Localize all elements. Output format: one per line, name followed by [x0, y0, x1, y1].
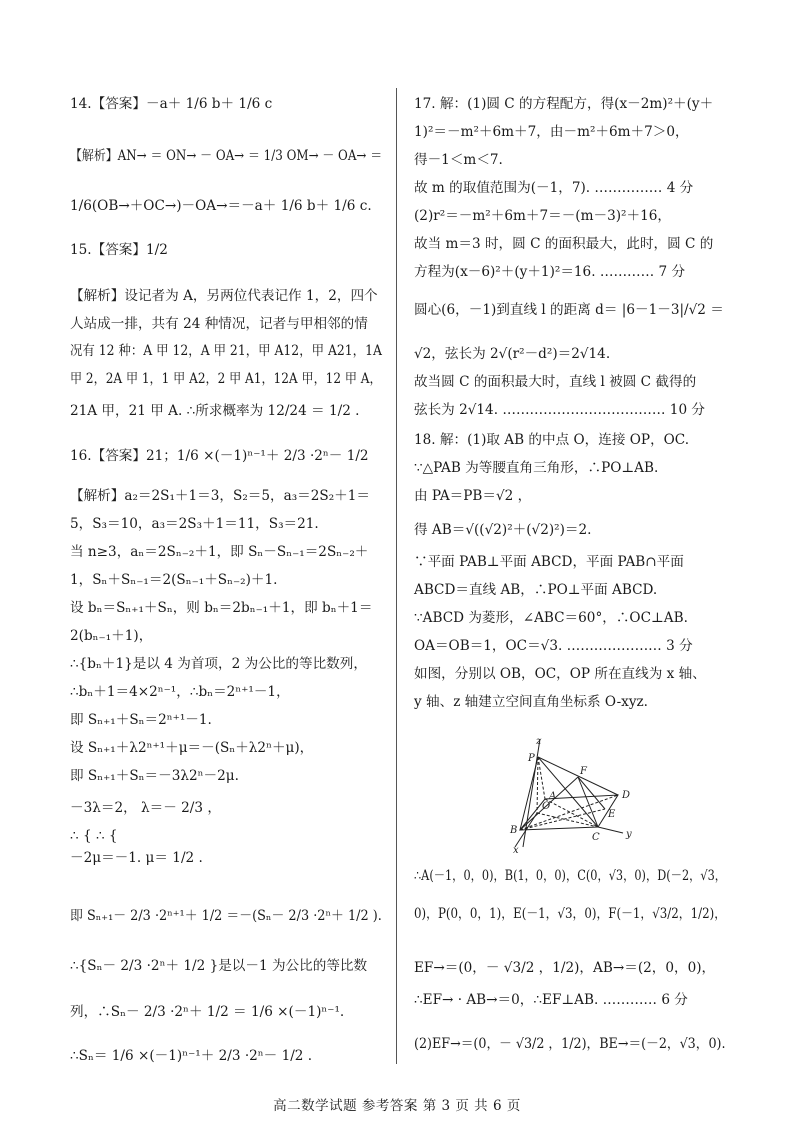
text-line: ∴bₙ＋1＝4×2ⁿ⁻¹，∴bₙ＝2ⁿ⁺¹－1， — [70, 684, 290, 700]
text-line: 14.【答案】－a＋ 1/6 b＋ 1/6 c — [70, 96, 273, 112]
label-C: C — [592, 832, 600, 843]
text-line: 即 Sₙ₊₁＋Sₙ＝－3λ2ⁿ－2μ. — [70, 768, 239, 784]
text-line: 设 bₙ＝Sₙ₊₁＋Sₙ，则 bₙ＝2bₙ₋₁＋1，即 bₙ＋1＝ — [70, 600, 373, 616]
text-line: 故当 m＝3 时，圆 C 的面积最大，此时，圆 C 的 — [414, 236, 714, 252]
text-line: 弦长为 2√14. ……………………………… 10 分 — [414, 402, 706, 418]
text-line: ∴{Sₙ－ 2/3 ·2ⁿ＋ 1/2 }是以－1 为公比的等比数 — [70, 958, 368, 974]
text-line: ∴Sₙ＝ 1/6 ×(－1)ⁿ⁻¹＋ 2/3 ·2ⁿ－ 1/2 . — [70, 1048, 313, 1064]
text-line: OA＝OB＝1，OC＝√3. ………………… 3 分 — [414, 638, 693, 654]
text-line: ∵△PAB 为等腰直角三角形，∴PO⊥AB. — [414, 460, 659, 476]
text-line: ABCD＝直线 AB，∴PO⊥平面 ABCD. — [414, 582, 658, 598]
label-E: E — [608, 809, 616, 820]
y-axis — [598, 827, 623, 833]
text-line: 圆心(6，－1)到直线 l 的距离 d＝ |6－1－3|/√2 ＝ — [414, 302, 724, 318]
text-line: 由 PA＝PB＝√2 ， — [414, 488, 532, 504]
text-line: ∴EF→ · AB→＝0，∴EF⊥AB. ………… 6 分 — [414, 992, 688, 1008]
text-line: 设 Sₙ₊₁＋λ2ⁿ⁺¹＋μ＝－(Sₙ＋λ2ⁿ＋μ)， — [70, 740, 314, 756]
pyramid-figure — [500, 735, 650, 855]
text-line: 如图，分别以 OB，OC，OP 所在直线为 x 轴、 — [414, 666, 706, 682]
text-line: 【解析】设记者为 A，另两位代表记作 1，2，四个 — [70, 288, 378, 304]
text-line: y 轴、z 轴建立空间直角坐标系 O-xyz. — [414, 694, 648, 710]
text-line: ∴ { ∴ { — [70, 828, 118, 844]
text-line: ∴{bₙ＋1}是以 4 为首项，2 为公比的等比数列， — [70, 656, 367, 672]
column-divider — [396, 88, 397, 1064]
text-line: 【解析】a₂＝2S₁＋1＝3，S₂＝5，a₃＝2S₂＋1＝ — [70, 488, 371, 504]
text-line: 况有 12 种：A 甲 12，A 甲 21，甲 A12，甲 A21，1A — [70, 343, 382, 359]
text-line: (2)EF→＝(0，－ √3/2 ，1/2)，BE→＝(－2，√3，0). — [414, 1036, 726, 1052]
label-y: y — [626, 829, 632, 840]
text-line: 当 n≥3，aₙ＝2Sₙ₋₂＋1，即 Sₙ－Sₙ₋₁＝2Sₙ₋₂＋ — [70, 544, 369, 560]
text-line: 【解析】AN→ ＝ ON→ － OA→ ＝ 1/3 OM→ － OA→ ＝ — [70, 148, 383, 164]
page-footer: 高二数学试题 参考答案 第 3 页 共 6 页 — [273, 1098, 521, 1114]
text-line: 故 m 的取值范围为(－1，7). …………… 4 分 — [414, 180, 694, 196]
text-line: 列，∴Sₙ－ 2/3 ·2ⁿ＋ 1/2 ＝ 1/6 ×(－1)ⁿ⁻¹. — [70, 1004, 345, 1020]
text-line: 即 Sₙ₊₁－ 2/3 ·2ⁿ⁺¹＋ 1/2 ＝－(Sₙ－ 2/3 ·2ⁿ＋ 1/2 ). — [70, 908, 382, 924]
text-line: 1，Sₙ＋Sₙ₋₁＝2(Sₙ₋₁＋Sₙ₋₂)＋1. — [70, 572, 278, 588]
label-D: D — [622, 790, 631, 801]
text-line: 18. 解：(1)取 AB 的中点 O，连接 OP，OC. — [414, 432, 690, 448]
text-line: 故当圆 C 的面积最大时，直线 l 被圆 C 截得的 — [414, 374, 697, 390]
text-line: 1/6(OB→＋OC→)－OA→＝－a＋ 1/6 b＋ 1/6 c. — [70, 198, 372, 214]
text-line: ∵平面 PAB⊥平面 ABCD，平面 PAB∩平面 — [414, 554, 684, 570]
text-line: 16.【答案】21；1/6 ×(－1)ⁿ⁻¹＋ 2/3 ·2ⁿ－ 1/2 — [70, 448, 369, 464]
text-line: 1)²＝－m²＋6m＋7，由－m²＋6m＋7＞0， — [414, 124, 689, 140]
text-line: 0)，P(0，0，1)，E(－1，√3，0)，F(－1，√3/2，1/2)， — [414, 906, 727, 922]
text-line: ∴A(－1，0，0)，B(1，0，0)，C(0，√3，0)，D(－2，√3， — [414, 868, 727, 884]
label-O: O — [542, 801, 551, 812]
text-line: 2(bₙ₋₁＋1)， — [70, 628, 153, 644]
label-B: B — [510, 825, 518, 836]
text-line: －2μ＝－1. μ＝ 1/2 . — [70, 850, 203, 866]
text-line: 人站成一排，共有 24 种情况，记者与甲相邻的情 — [70, 316, 368, 332]
label-x: x — [513, 845, 519, 855]
text-line: 甲 2，2A 甲 1，1 甲 A2，2 甲 A1，12A 甲，12 甲 A， — [70, 371, 382, 387]
text-line: 得 AB＝√((√2)²＋(√2)²)＝2. — [414, 522, 592, 538]
text-line: EF→＝(0，－ √3/2 ，1/2)，AB→＝(2，0，0)， — [414, 960, 716, 976]
text-line: 17. 解：(1)圆 C 的方程配方，得(x－2m)²＋(y＋ — [414, 96, 714, 112]
text-line: ∵ABCD 为菱形，∠ABC＝60°，∴OC⊥AB. — [414, 610, 688, 626]
label-z: z — [536, 736, 542, 747]
text-line: 得－1＜m＜7. — [414, 152, 503, 168]
label-A: A — [549, 791, 557, 802]
label-F: F — [580, 766, 587, 777]
label-P: P — [528, 753, 535, 764]
text-line: 21A 甲，21 甲 A. ∴所求概率为 12/24 ＝ 1/2 . — [70, 403, 360, 419]
text-line: 方程为(x－6)²＋(y＋1)²＝16. ………… 7 分 — [414, 264, 686, 280]
text-line: (2)r²＝－m²＋6m＋7＝－(m－3)²＋16， — [414, 208, 671, 224]
text-line: 5，S₃＝10，a₃＝2S₃＋1＝11，S₃＝21. — [70, 516, 319, 532]
text-line: 即 Sₙ₊₁＋Sₙ＝2ⁿ⁺¹－1. — [70, 712, 212, 728]
text-line: 15.【答案】1/2 — [70, 242, 168, 258]
text-line: －3λ＝2， λ＝－ 2/3 ， — [70, 800, 221, 816]
pyramid-diagram — [500, 735, 650, 855]
text-line: √2，弦长为 2√(r²－d²)＝2√14. — [414, 346, 611, 362]
